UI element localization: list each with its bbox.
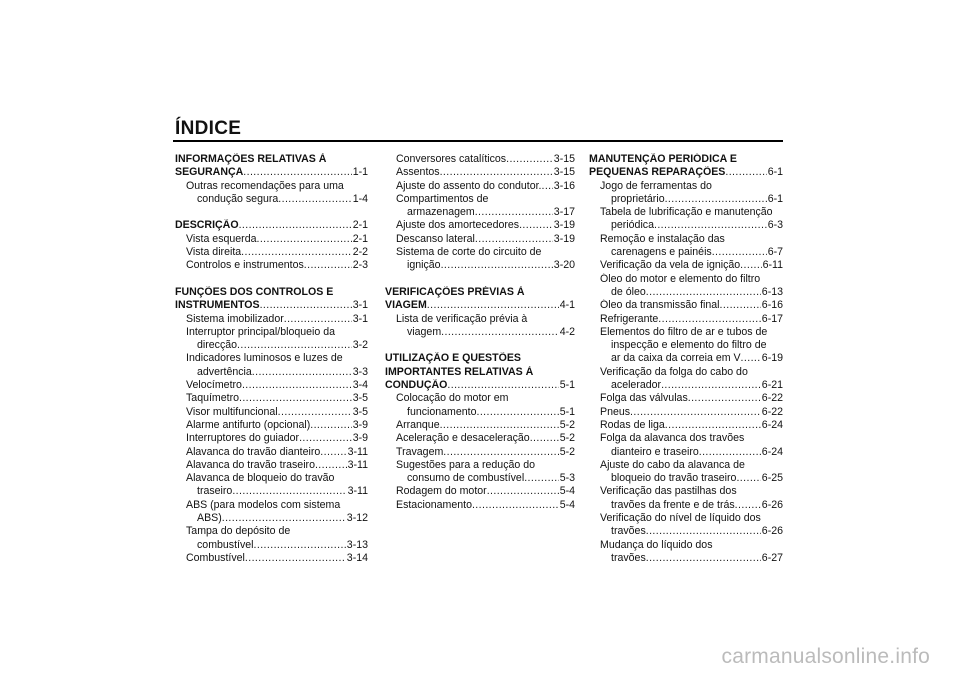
toc-page-number: 6-26 (761, 498, 783, 511)
toc-dot-leader (441, 326, 559, 339)
toc-entry-text: Tampa do depósito de (186, 525, 291, 538)
toc-entry[interactable] (175, 432, 368, 445)
toc-dot-leader (530, 432, 559, 445)
toc-entry-text: Arranque (396, 418, 440, 431)
toc-page-number: 6-24 (761, 418, 783, 431)
toc-entry-text: advertência (197, 365, 252, 378)
toc-entry[interactable] (589, 352, 783, 365)
toc-entry[interactable] (589, 299, 783, 312)
toc-entry[interactable] (385, 206, 575, 219)
toc-section-heading (589, 153, 783, 166)
toc-entry-text: Ajuste do cabo da alavanca de (600, 458, 745, 471)
toc-dot-leader (646, 525, 761, 538)
toc-page-number: 3-5 (352, 405, 368, 418)
toc-entry[interactable] (385, 406, 575, 419)
toc-entry[interactable] (175, 512, 368, 525)
toc-dot-leader (278, 193, 351, 206)
toc-page-number: 2-3 (352, 259, 368, 272)
toc-entry-text: travões (611, 525, 646, 538)
toc-entry-text: Verificação das pastilhas dos (600, 485, 737, 498)
toc-column-3 (589, 153, 783, 565)
toc-entry (175, 472, 368, 485)
toc-entry-text: PEQUENAS REPARAÇÕES (589, 166, 726, 179)
toc-entry-text: consumo de combustível (407, 472, 525, 485)
toc-entry[interactable] (175, 392, 368, 405)
toc-entry-text: Sistema de corte do circuito de (396, 246, 542, 259)
toc-entry-text: travões da frente e de trás (611, 498, 735, 511)
toc-entry-text: CONDUÇÃO (385, 379, 448, 392)
toc-page-number: 6-27 (761, 551, 783, 564)
title-rule (173, 140, 783, 142)
toc-entry-text: Colocação do motor em (396, 392, 509, 405)
toc-page-number: 3-4 (352, 379, 368, 392)
toc-section-heading (385, 366, 575, 379)
toc-dot-leader (320, 446, 346, 459)
toc-entry (589, 485, 783, 498)
toc-page-number: 3-2 (352, 339, 368, 352)
toc-section-heading[interactable] (385, 299, 575, 312)
toc-entry[interactable] (589, 219, 783, 232)
toc-entry (175, 499, 368, 512)
toc-entry[interactable] (175, 193, 368, 206)
toc-entry-text: periódica (611, 219, 654, 232)
toc-entry[interactable] (589, 246, 783, 259)
toc-dot-leader (654, 219, 767, 232)
toc-dot-leader (427, 299, 559, 312)
toc-page-number: 6-7 (767, 246, 783, 259)
toc-page-number: 3-19 (553, 219, 575, 232)
toc-page-number: 3-11 (347, 445, 368, 458)
toc-entry[interactable] (175, 366, 368, 379)
toc-entry[interactable] (385, 485, 575, 498)
toc-page-number: 4-2 (559, 325, 575, 338)
toc-page-number: 6-1 (767, 166, 783, 179)
toc-entry-text: Combustível (186, 551, 245, 564)
toc-entry-text: Lista de verificação prévia à (396, 312, 528, 325)
toc-entry-text: acelerador (611, 379, 662, 392)
toc-entry-text: inspecção e elemento do filtro de (611, 339, 767, 352)
toc-entry-text: Compartimentos de (396, 192, 489, 205)
toc-entry[interactable] (589, 472, 783, 485)
toc-entry[interactable] (385, 166, 575, 179)
toc-page-number: 6-1 (767, 192, 783, 205)
toc-entry (385, 459, 575, 472)
toc-dot-leader (524, 472, 559, 485)
toc-dot-leader (254, 539, 346, 552)
toc-dot-leader (475, 233, 553, 246)
toc-column-1 (175, 153, 368, 565)
toc-dot-leader (443, 446, 558, 459)
toc-entry-text: ABS (para modelos com sistema (186, 498, 341, 511)
toc-entry-text: Indicadores luminosos e luzes de (186, 352, 343, 365)
toc-page-number: 5-1 (559, 379, 575, 392)
toc-entry[interactable] (175, 485, 368, 498)
toc-page-number: 6-22 (761, 392, 783, 405)
toc-column-2 (385, 153, 575, 512)
toc-entry (385, 246, 575, 259)
toc-page-number: 6-3 (767, 219, 783, 232)
toc-entry (589, 459, 783, 472)
toc-section-heading (385, 352, 575, 365)
toc-dot-leader (661, 379, 761, 392)
toc-entry-text: Estacionamento (396, 498, 472, 511)
toc-page-number: 3-20 (553, 259, 575, 272)
toc-page-number: 5-2 (559, 445, 575, 458)
toc-entry-text: Tabela de lubrificação e manutenção (600, 206, 773, 219)
toc-page-number: 6-16 (761, 299, 783, 312)
toc-dot-leader (222, 512, 346, 525)
toc-entry[interactable] (589, 379, 783, 392)
toc-dot-leader (241, 246, 352, 259)
toc-entry[interactable] (175, 233, 368, 246)
toc-entry (589, 273, 783, 286)
toc-entry-text: ar da caixa da correia em V (611, 352, 741, 365)
toc-entry[interactable] (175, 313, 368, 326)
toc-dot-leader (441, 259, 553, 272)
toc-entry[interactable] (175, 419, 368, 432)
toc-entry-text: Sugestões para a redução do (396, 458, 535, 471)
toc-entry (589, 326, 783, 339)
toc-entry-text: FUNÇÕES DOS CONTROLOS E (175, 285, 334, 298)
toc-page-number: 3-9 (352, 432, 368, 445)
toc-entry-text: Alavanca de bloqueio do travão (186, 472, 335, 485)
toc-entry-text: de óleo (611, 285, 646, 298)
toc-entry[interactable] (385, 499, 575, 512)
toc-entry-text: Assentos (396, 166, 440, 179)
toc-page-number: 3-11 (347, 485, 368, 498)
toc-page-number: 3-1 (352, 299, 368, 312)
toc-dot-leader (735, 499, 761, 512)
toc-entry-text: Descanso lateral (396, 232, 475, 245)
toc-entry (589, 366, 783, 379)
toc-entry (385, 313, 575, 326)
toc-page-number: 2-2 (352, 246, 368, 259)
toc-dot-leader (239, 219, 352, 232)
toc-entry-text: Alavanca do travão dianteiro (186, 445, 321, 458)
toc-dot-leader (658, 313, 761, 326)
toc-page-number: 3-1 (352, 312, 368, 325)
toc-entry-text: bloqueio do travão traseiro (611, 472, 737, 485)
toc-entry[interactable] (385, 180, 575, 193)
toc-entry-text: Óleo do motor e elemento do filtro (600, 272, 761, 285)
toc-entry-text: IMPORTANTES RELATIVAS À (385, 365, 534, 378)
toc-dot-leader (699, 446, 761, 459)
toc-page-number: 5-3 (559, 472, 575, 485)
toc-entry-text: Vista esquerda (186, 232, 257, 245)
toc-entry-text: Vista direita (186, 246, 242, 259)
toc-dot-leader (440, 166, 553, 179)
toc-dot-leader (741, 352, 761, 365)
toc-page-number: 6-26 (761, 525, 783, 538)
toc-entry-text: direcção (197, 339, 238, 352)
toc-entry[interactable] (589, 419, 783, 432)
toc-entry-text: Interruptor principal/bloqueio da (186, 325, 335, 338)
toc-entry[interactable] (589, 313, 783, 326)
toc-section-heading (175, 286, 368, 299)
toc-entry-text: funcionamento (407, 405, 477, 418)
toc-entry-text: Ajuste dos amortecedores (396, 219, 520, 232)
toc-section-heading[interactable] (175, 299, 368, 312)
toc-entry-text: Folga das válvulas (600, 392, 688, 405)
toc-entry-text: Velocímetro (186, 379, 242, 392)
toc-page-number: 3-11 (347, 458, 368, 471)
toc-entry[interactable] (175, 246, 368, 259)
toc-dot-leader (477, 406, 559, 419)
toc-dot-leader (475, 206, 553, 219)
toc-entry[interactable] (175, 459, 368, 472)
toc-page-number: 2-1 (352, 219, 368, 232)
toc-page-number: 5-4 (559, 498, 575, 511)
toc-entry[interactable] (385, 432, 575, 445)
toc-entry-text: Travagem (396, 445, 444, 458)
toc-entry-text: Conversores catalíticos (396, 153, 507, 165)
toc-entry[interactable] (175, 406, 368, 419)
toc-section-heading[interactable] (175, 219, 368, 232)
toc-entry-text: INFORMAÇÕES RELATIVAS À (175, 153, 327, 165)
toc-page-number: 4-1 (559, 299, 575, 312)
toc-page-number: 6-11 (762, 259, 783, 272)
toc-entry-text: ABS) (197, 512, 222, 525)
toc-entry (589, 539, 783, 552)
toc-entry-text: MANUTENÇÃO PERIÓDICA E (589, 153, 737, 165)
toc-entry (589, 180, 783, 193)
toc-dot-leader (284, 313, 352, 326)
toc-section-heading[interactable] (385, 379, 575, 392)
toc-dot-leader (440, 419, 559, 432)
toc-entry-text: Verificação da folga do cabo do (600, 365, 748, 378)
toc-page-number: 3-12 (346, 512, 368, 525)
toc-dot-leader (243, 166, 351, 179)
toc-entry-text: Remoção e instalação das (600, 232, 725, 245)
toc-dot-leader (447, 379, 558, 392)
toc-entry-text: Rodas de liga (600, 418, 665, 431)
toc-dot-leader (725, 166, 766, 179)
toc-entry-text: Alavanca do travão traseiro (186, 458, 315, 471)
toc-dot-leader (232, 485, 346, 498)
toc-page-number: 3-5 (352, 392, 368, 405)
toc-dot-leader (506, 153, 553, 166)
toc-entry-text: Ajuste do assento do condutor. (396, 179, 542, 192)
toc-entry[interactable] (385, 472, 575, 485)
toc-entry-text: viagem (407, 325, 442, 338)
toc-entry[interactable] (385, 259, 575, 272)
toc-entry[interactable] (175, 552, 368, 565)
toc-entry[interactable] (175, 539, 368, 552)
toc-dot-leader (242, 379, 352, 392)
toc-entry (385, 392, 575, 405)
toc-entry (175, 180, 368, 193)
toc-entry-text: traseiro (197, 485, 233, 498)
toc-page-number: 3-19 (553, 232, 575, 245)
toc-entry[interactable] (175, 339, 368, 352)
toc-dot-leader (665, 193, 767, 206)
toc-entry-text: combustível (197, 538, 254, 551)
toc-entry-text: VERIFICAÇÕES PRÉVIAS À (385, 285, 525, 298)
toc-entry (589, 432, 783, 445)
toc-entry[interactable] (589, 406, 783, 419)
toc-page-number: 3-3 (352, 365, 368, 378)
toc-entry[interactable] (175, 259, 368, 272)
toc-page-number: 3-9 (352, 418, 368, 431)
toc-entry (589, 206, 783, 219)
toc-entry-text: carenagens e painéis (611, 246, 712, 259)
toc-page-number: 6-17 (761, 312, 783, 325)
toc-dot-leader (239, 392, 352, 405)
toc-page-number: 5-1 (559, 405, 575, 418)
toc-dot-leader (278, 406, 352, 419)
toc-dot-leader (252, 366, 352, 379)
toc-section-heading (175, 153, 368, 166)
toc-dot-leader (304, 259, 352, 272)
toc-dot-leader (315, 459, 347, 472)
toc-page-number: 3-13 (346, 538, 368, 551)
toc-dot-leader (245, 552, 346, 565)
toc-dot-leader (646, 552, 761, 565)
toc-entry-text: Sistema imobilizador (186, 312, 284, 325)
toc-section-heading[interactable] (175, 166, 368, 179)
toc-entry[interactable] (385, 326, 575, 339)
toc-entry-text: Aceleração e desaceleração (396, 432, 530, 445)
toc-dot-leader (665, 419, 761, 432)
toc-entry-text: Pneus (600, 405, 631, 418)
toc-entry[interactable] (175, 379, 368, 392)
toc-entry-text: dianteiro e traseiro (611, 445, 699, 458)
toc-page-number: 6-13 (761, 285, 783, 298)
toc-page-number: 6-21 (761, 379, 783, 392)
toc-entry[interactable] (385, 233, 575, 246)
toc-entry-text: VIAGEM (385, 299, 427, 312)
toc-page-number: 3-16 (553, 179, 575, 192)
toc-entry-text: ignição (407, 259, 441, 272)
toc-page-number: 5-4 (559, 485, 575, 498)
toc-section-heading[interactable] (589, 166, 783, 179)
toc-entry[interactable] (385, 446, 575, 459)
toc-page-number: 5-2 (559, 418, 575, 431)
toc-entry-text: proprietário (611, 192, 665, 205)
toc-dot-leader (260, 299, 352, 312)
toc-dot-leader (519, 219, 553, 232)
toc-entry-text: Elementos do filtro de ar e tubos de (600, 325, 768, 338)
toc-dot-leader (688, 392, 761, 405)
toc-entry[interactable] (589, 446, 783, 459)
toc-entry[interactable] (385, 419, 575, 432)
toc-entry-text: Jogo de ferramentas do (600, 179, 712, 192)
toc-entry (175, 352, 368, 365)
toc-entry-text: Taquímetro (186, 392, 239, 405)
toc-dot-leader (299, 432, 352, 445)
toc-dot-leader (541, 180, 552, 193)
toc-entry-text: INSTRUMENTOS (175, 299, 260, 312)
toc-dot-leader (487, 485, 559, 498)
toc-entry-text: condução segura (197, 192, 279, 205)
toc-page-number: 3-17 (553, 206, 575, 219)
toc-entry[interactable] (589, 392, 783, 405)
toc-entry-text: Óleo da transmissão final (600, 299, 720, 312)
toc-dot-leader (630, 406, 761, 419)
toc-entry-text: Rodagem do motor (396, 485, 487, 498)
toc-entry-text: Verificação da vela de ignição (600, 259, 741, 272)
toc-entry[interactable] (589, 259, 783, 272)
toc-entry (589, 233, 783, 246)
toc-entry-text: Refrigerante (600, 312, 659, 325)
toc-entry-text: SEGURANÇA (175, 166, 244, 179)
toc-entry[interactable] (589, 193, 783, 206)
toc-dot-leader (712, 246, 767, 259)
toc-dot-leader (310, 419, 351, 432)
toc-dot-leader (256, 233, 351, 246)
toc-entry[interactable] (175, 446, 368, 459)
toc-entry-text: Visor multifuncional (186, 405, 278, 418)
toc-page-number: 6-24 (761, 445, 783, 458)
toc-entry[interactable] (385, 219, 575, 232)
page-title: ÍNDICE (175, 118, 242, 139)
toc-entry-text: travões (611, 551, 646, 564)
toc-page-number: 3-14 (346, 551, 368, 564)
toc-dot-leader (472, 499, 559, 512)
toc-entry[interactable] (385, 153, 575, 166)
toc-page-number: 6-19 (761, 352, 783, 365)
toc-entry[interactable] (589, 525, 783, 538)
toc-page-number: 2-1 (352, 232, 368, 245)
toc-page-number: 6-25 (761, 472, 783, 485)
toc-page-number: 1-4 (352, 192, 368, 205)
toc-entry-text: UTILIZAÇÃO E QUESTÕES (385, 352, 521, 365)
toc-entry (175, 525, 368, 538)
toc-entry (589, 339, 783, 352)
toc-entry-text: Folga da alavanca dos travões (600, 432, 745, 445)
watermark: carmanualsonline.info (721, 645, 930, 668)
toc-entry-text: armazenagem (407, 206, 475, 219)
toc-page-number: 1-1 (352, 166, 368, 179)
toc-entry-text: Alarme antifurto (opcional) (186, 418, 311, 431)
toc-entry-text: Controlos e instrumentos (186, 259, 304, 272)
toc-entry (175, 326, 368, 339)
toc-dot-leader (720, 299, 761, 312)
toc-entry-text: Mudança do líquido dos (600, 538, 713, 551)
toc-entry-text: DESCRIÇÃO (175, 219, 239, 232)
toc-entry[interactable] (589, 552, 783, 565)
toc-entry-text: Interruptores do guiador (186, 432, 300, 445)
toc-entry[interactable] (589, 499, 783, 512)
toc-page-number: 6-22 (761, 405, 783, 418)
toc-dot-leader (646, 286, 761, 299)
toc-entry-text: Verificação do nível de líquido dos (600, 512, 761, 525)
toc-page-number: 3-15 (553, 153, 575, 165)
toc-entry-text: Outras recomendações para uma (186, 179, 344, 192)
toc-dot-leader (740, 259, 761, 272)
toc-page-number: 3-15 (553, 166, 575, 179)
toc-entry (589, 512, 783, 525)
toc-page-number: 5-2 (559, 432, 575, 445)
toc-entry (385, 193, 575, 206)
toc-entry[interactable] (589, 286, 783, 299)
toc-dot-leader (736, 472, 760, 485)
toc-dot-leader (237, 339, 352, 352)
toc-section-heading (385, 286, 575, 299)
